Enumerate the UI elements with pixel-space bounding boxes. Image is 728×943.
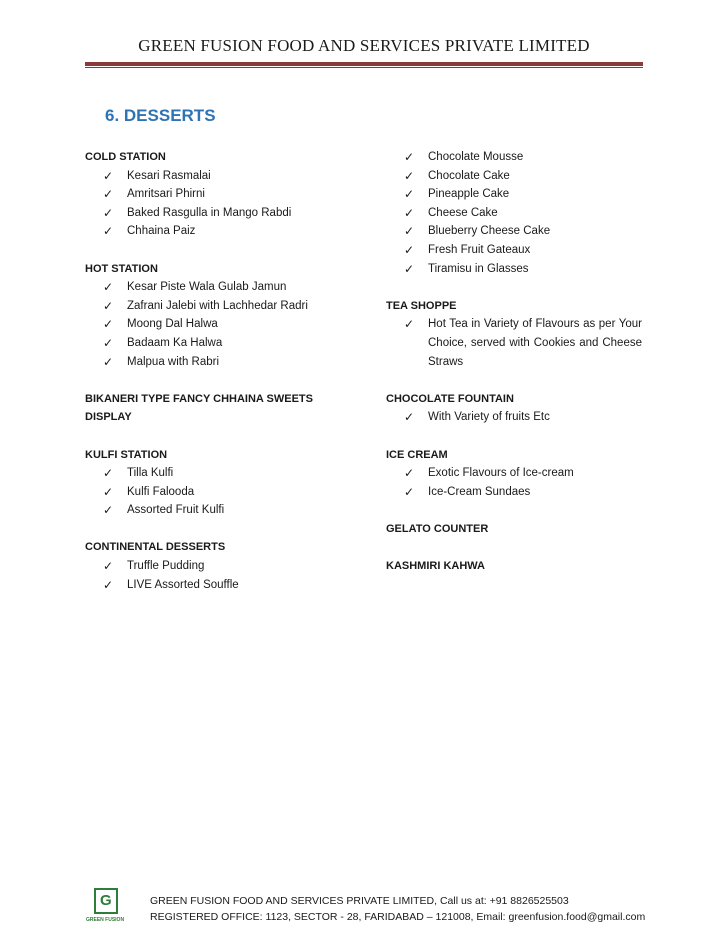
item-text: Pineapple Cake (428, 188, 510, 201)
item-text: Truffle Pudding (127, 560, 205, 573)
hot-station-heading: HOT STATION (85, 262, 158, 275)
header-rule-thin (85, 67, 643, 68)
tea-shoppe-heading: TEA SHOPPE (386, 299, 457, 312)
hot-station-list (85, 278, 355, 371)
logo-text: GREEN FUSION (86, 917, 125, 923)
list-item (85, 483, 355, 502)
checkmark-icon: ✓ (404, 224, 415, 239)
list-item (85, 557, 355, 576)
item-text: With Variety of fruits Etc (428, 411, 550, 424)
footer-line-1: GREEN FUSION FOOD AND SERVICES PRIVATE LIMITED, Call us at: +91 8826525503 (150, 895, 569, 907)
checkmark-icon: ✓ (103, 224, 114, 239)
continental-list (85, 557, 355, 594)
cold-station-list (85, 167, 355, 241)
checkmark-icon: ✓ (103, 577, 114, 592)
footer-line-2: REGISTERED OFFICE: 1123, SECTOR - 28, FARIDABAD – 121008, Email: greenfusion.food@gmail.com (150, 911, 646, 923)
checkmark-icon: ✓ (404, 410, 415, 425)
list-item (386, 241, 642, 260)
list-item (85, 167, 355, 186)
list-item (85, 278, 355, 297)
checkmark-icon: ✓ (404, 187, 415, 202)
item-text: Exotic Flavours of Ice-cream (428, 467, 574, 480)
list-item (386, 464, 642, 483)
item-text: Kesar Piste Wala Gulab Jamun (127, 281, 287, 294)
right-column (386, 148, 642, 594)
item-text: Tiramisu in Glasses (428, 262, 529, 275)
bikaneri-block (85, 390, 355, 427)
list-item (85, 185, 355, 204)
list-item (386, 148, 642, 167)
gelato-block (386, 520, 642, 539)
checkmark-icon: ✓ (103, 187, 114, 202)
kulfi-station-list (85, 464, 355, 520)
item-text: Ice-Cream Sundaes (428, 485, 531, 498)
ice-cream-block (386, 446, 642, 502)
company-title: GREEN FUSION FOOD AND SERVICES PRIVATE LIMITED (138, 36, 590, 55)
bikaneri-heading-line1: BIKANERI TYPE FANCY CHHAINA SWEETS (85, 392, 313, 405)
item-text: Kulfi Falooda (127, 485, 195, 498)
cold-station-block (85, 148, 355, 241)
list-item (386, 222, 642, 241)
list-item (386, 167, 642, 186)
ice-cream-heading: ICE CREAM (386, 448, 448, 461)
checkmark-icon: ✓ (103, 280, 114, 295)
list-item (85, 204, 355, 223)
list-item (386, 408, 642, 427)
item-text: Chocolate Cake (428, 169, 510, 182)
continental-heading: CONTINENTAL DESSERTS (85, 541, 226, 554)
item-text: LIVE Assorted Souffle (127, 578, 239, 591)
item-text: Malpua with Rabri (127, 355, 220, 368)
list-item (386, 483, 642, 502)
checkmark-icon: ✓ (404, 150, 415, 164)
checkmark-icon: ✓ (103, 484, 114, 499)
checkmark-icon: ✓ (103, 298, 114, 313)
checkmark-icon: ✓ (404, 168, 415, 183)
item-text: Kesari Rasmalai (127, 169, 211, 182)
continued-list (386, 148, 642, 278)
continental-block (85, 538, 355, 594)
gelato-heading: GELATO COUNTER (386, 522, 489, 535)
company-logo (86, 888, 125, 928)
left-column (85, 148, 355, 613)
checkmark-icon: ✓ (103, 205, 114, 220)
list-item (85, 315, 355, 334)
item-text: Cheese Cake (428, 206, 498, 219)
list-item (85, 297, 355, 316)
cold-station-heading: COLD STATION (85, 151, 166, 163)
continued-items-block (386, 148, 642, 278)
kulfi-station-heading: KULFI STATION (85, 448, 168, 461)
item-text: Amritsari Phirni (127, 188, 205, 201)
list-item (85, 464, 355, 483)
chocolate-fountain-block (386, 390, 642, 427)
item-text: Baked Rasgulla in Mango Rabdi (127, 206, 292, 219)
kulfi-station-block (85, 446, 355, 520)
list-item (85, 222, 355, 241)
item-text: Hot Tea in Variety of Flavours as per Your Choice, served with Cookies and Cheese Straws (428, 318, 642, 368)
checkmark-icon: ✓ (103, 168, 114, 183)
logo-mark-icon: G (94, 888, 118, 914)
kahwa-block (386, 557, 642, 576)
item-text: Fresh Fruit Gateaux (428, 243, 531, 256)
header-rule (85, 62, 643, 66)
list-item (85, 576, 355, 595)
list-item (85, 353, 355, 372)
checkmark-icon: ✓ (103, 466, 114, 481)
chocolate-fountain-list (386, 408, 642, 427)
item-text: Assorted Fruit Kulfi (127, 504, 225, 517)
item-text: Chocolate Mousse (428, 151, 524, 163)
list-item (85, 501, 355, 520)
item-text: Badaam Ka Halwa (127, 336, 223, 349)
list-item (386, 260, 642, 279)
list-item (386, 315, 642, 371)
hot-station-block (85, 260, 355, 372)
item-text: Moong Dal Halwa (127, 318, 218, 331)
list-item (85, 334, 355, 353)
checkmark-icon: ✓ (103, 354, 114, 369)
list-item (386, 204, 642, 223)
item-text: Chhaina Paiz (127, 225, 196, 238)
footer (150, 893, 645, 925)
checkmark-icon: ✓ (404, 484, 415, 499)
checkmark-icon: ✓ (103, 559, 114, 574)
ice-cream-list (386, 464, 642, 501)
chocolate-fountain-heading: CHOCOLATE FOUNTAIN (386, 392, 514, 405)
checkmark-icon: ✓ (404, 466, 415, 481)
item-text: Tilla Kulfi (127, 467, 174, 480)
section-heading: 6. DESSERTS (105, 106, 216, 125)
checkmark-icon: ✓ (404, 261, 415, 276)
checkmark-icon: ✓ (103, 317, 114, 332)
list-item (386, 185, 642, 204)
checkmark-icon: ✓ (103, 503, 114, 518)
tea-shoppe-block (386, 297, 642, 371)
tea-shoppe-list (386, 315, 642, 371)
item-text: Zafrani Jalebi with Lachhedar Radri (127, 299, 308, 312)
bikaneri-heading-line2: DISPLAY (85, 411, 132, 424)
checkmark-icon: ✓ (404, 317, 415, 332)
item-text: Blueberry Cheese Cake (428, 225, 551, 238)
checkmark-icon: ✓ (404, 205, 415, 220)
checkmark-icon: ✓ (103, 335, 114, 350)
kahwa-heading: KASHMIRI KAHWA (386, 560, 485, 573)
checkmark-icon: ✓ (404, 242, 415, 257)
